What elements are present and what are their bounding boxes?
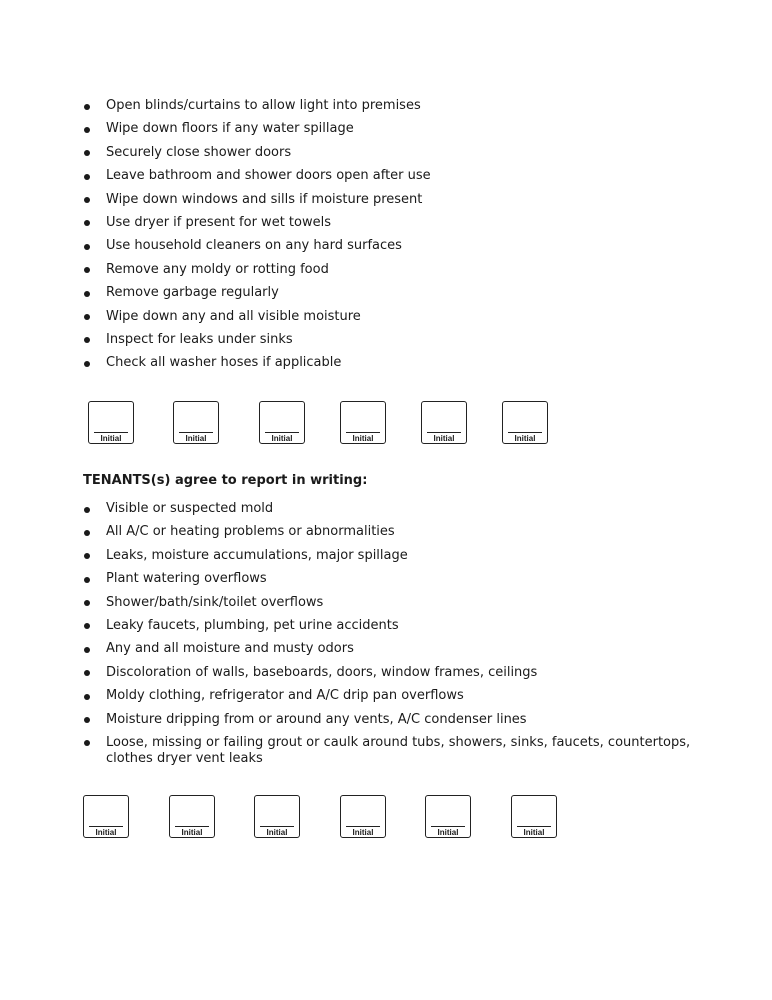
- list-item: [82, 238, 722, 254]
- initial-boxes-row-1: [0, 401, 772, 449]
- initial-box[interactable]: [173, 401, 219, 444]
- bullet-icon: [84, 337, 90, 343]
- signature-line: [179, 432, 213, 433]
- bullet-icon: [84, 220, 90, 226]
- report-heading: TENANTS(s) agree to report in writing:: [83, 473, 368, 488]
- initial-label: Initial: [266, 828, 288, 837]
- bullet-icon: [84, 174, 90, 180]
- list-item: [82, 215, 722, 231]
- list-item: [82, 688, 722, 704]
- signature-line: [265, 432, 299, 433]
- list-item: [82, 98, 722, 114]
- initial-label: Initial: [437, 828, 459, 837]
- bullet-icon: [84, 150, 90, 156]
- bullet-icon: [84, 647, 90, 653]
- list-item-text: Shower/bath/sink/toilet overflows: [106, 594, 324, 610]
- list-item: [82, 355, 722, 371]
- initial-box[interactable]: [502, 401, 548, 444]
- list-item: [82, 121, 722, 137]
- list-item-text: Leaky faucets, plumbing, pet urine accidents: [106, 617, 399, 633]
- list-item: [82, 712, 722, 728]
- signature-line: [346, 432, 380, 433]
- initial-label: Initial: [181, 828, 203, 837]
- list-item-text: Remove any moldy or rotting food: [106, 261, 329, 277]
- list-item: [82, 665, 722, 681]
- list-item-text: Discoloration of walls, baseboards, doors, window frames, ceilings: [106, 664, 538, 680]
- bullet-icon: [84, 600, 90, 606]
- initial-box[interactable]: [421, 401, 467, 444]
- bullet-icon: [84, 670, 90, 676]
- list-item-text: All A/C or heating problems or abnormalities: [106, 524, 395, 540]
- initial-box[interactable]: [254, 795, 300, 838]
- list-item-text: Securely close shower doors: [106, 144, 292, 160]
- list-item: [82, 735, 722, 767]
- initial-label: Initial: [514, 434, 536, 443]
- list-item-text: Check all washer hoses if applicable: [106, 355, 342, 371]
- initial-box[interactable]: [259, 401, 305, 444]
- initial-label: Initial: [352, 828, 374, 837]
- list-item-text: Visible or suspected mold: [106, 501, 274, 516]
- list-item-text: Use dryer if present for wet towels: [106, 214, 331, 230]
- initial-boxes-row-2: [0, 795, 772, 843]
- bullet-icon: [84, 507, 90, 513]
- bullet-icon: [84, 314, 90, 320]
- signature-line: [508, 432, 542, 433]
- initial-label: Initial: [95, 828, 117, 837]
- list-item: [82, 262, 722, 278]
- list-item: [82, 168, 722, 184]
- initial-box[interactable]: [340, 401, 386, 444]
- initial-box[interactable]: [425, 795, 471, 838]
- bullet-icon: [84, 530, 90, 536]
- initial-box[interactable]: [340, 795, 386, 838]
- bullet-icon: [84, 623, 90, 629]
- initial-label: Initial: [185, 434, 207, 443]
- report-checklist: [82, 501, 722, 774]
- list-item: [82, 332, 722, 348]
- list-item: [82, 285, 722, 301]
- signature-line: [260, 826, 294, 827]
- bullet-icon: [84, 127, 90, 133]
- bullet-icon: [84, 291, 90, 297]
- initial-box[interactable]: [169, 795, 215, 838]
- bullet-icon: [84, 197, 90, 203]
- bullet-icon: [84, 267, 90, 273]
- list-item: [82, 309, 722, 325]
- list-item: [82, 524, 722, 540]
- list-item-text: Remove garbage regularly: [106, 285, 279, 301]
- list-item: [82, 618, 722, 634]
- list-item: [82, 641, 722, 657]
- signature-line: [94, 432, 128, 433]
- signature-line: [427, 432, 461, 433]
- signature-line: [431, 826, 465, 827]
- signature-line: [517, 826, 551, 827]
- list-item: [82, 548, 722, 564]
- initial-label: Initial: [271, 434, 293, 443]
- bullet-icon: [84, 694, 90, 700]
- list-item-text: Inspect for leaks under sinks: [106, 331, 293, 347]
- list-item-text: Open blinds/curtains to allow light into premises: [106, 98, 421, 113]
- bullet-icon: [84, 104, 90, 110]
- list-item-text: Any and all moisture and musty odors: [106, 641, 354, 657]
- bullet-icon: [84, 717, 90, 723]
- initial-label: Initial: [433, 434, 455, 443]
- prevention-checklist: [82, 98, 722, 379]
- initial-label: Initial: [352, 434, 374, 443]
- list-item-text: Wipe down floors if any water spillage: [106, 121, 354, 137]
- bullet-icon: [84, 553, 90, 559]
- initial-label: Initial: [523, 828, 545, 837]
- signature-line: [346, 826, 380, 827]
- list-item-text: Use household cleaners on any hard surfaces: [106, 238, 402, 254]
- signature-line: [175, 826, 209, 827]
- signature-line: [89, 826, 123, 827]
- initial-box[interactable]: [83, 795, 129, 838]
- list-item: [82, 595, 722, 611]
- list-item-text: Leave bathroom and shower doors open after use: [106, 168, 431, 184]
- list-item: [82, 192, 722, 208]
- bullet-icon: [84, 577, 90, 583]
- list-item-text: Moisture dripping from or around any vents, A/C condenser lines: [106, 711, 527, 727]
- list-item-text: Wipe down any and all visible moisture: [106, 308, 361, 324]
- bullet-icon: [84, 361, 90, 367]
- list-item-text: Moldy clothing, refrigerator and A/C drip pan overflows: [106, 688, 464, 704]
- list-item: [82, 571, 722, 587]
- initial-box[interactable]: [88, 401, 134, 444]
- list-item-text: Leaks, moisture accumulations, major spillage: [106, 547, 408, 563]
- initial-box[interactable]: [511, 795, 557, 838]
- list-item: [82, 501, 722, 517]
- list-item-text: Plant watering overflows: [106, 571, 267, 587]
- list-item-text: Loose, missing or failing grout or caulk around tubs, showers, sinks, faucets, countertops, clothes dryer vent leaks: [106, 734, 691, 766]
- bullet-icon: [84, 740, 90, 746]
- initial-label: Initial: [100, 434, 122, 443]
- list-item: [82, 145, 722, 161]
- bullet-icon: [84, 244, 90, 250]
- list-item-text: Wipe down windows and sills if moisture present: [106, 191, 423, 207]
